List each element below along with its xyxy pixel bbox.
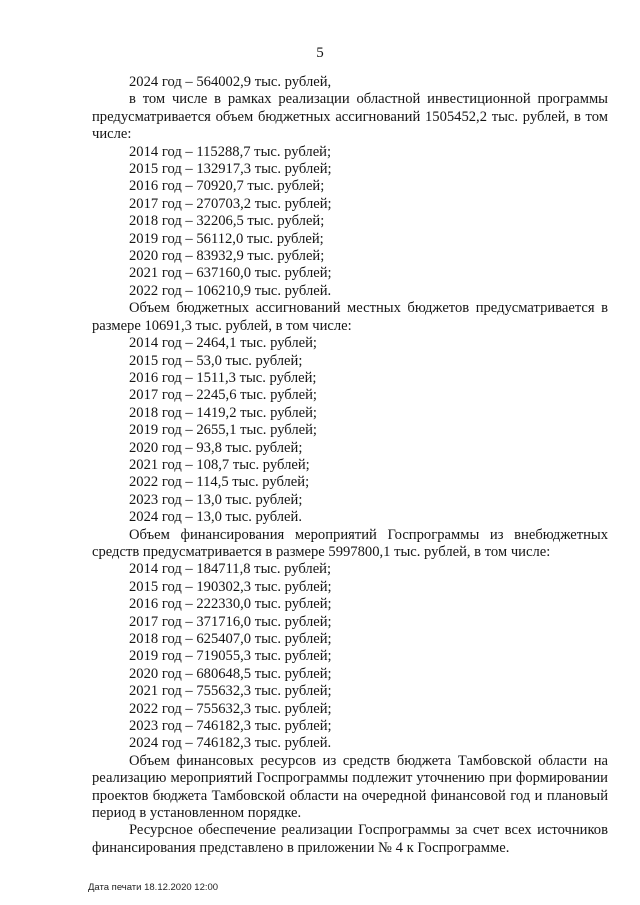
list-item: 2014 год – 184711,8 тыс. рублей; [129, 561, 332, 578]
list-item: 2018 год – 1419,2 тыс. рублей; [129, 404, 317, 421]
list-item: 2021 год – 637160,0 тыс. рублей; [129, 265, 332, 282]
list-item: 2014 год – 115288,7 тыс. рублей; [129, 143, 332, 160]
list-item: 2017 год – 270703,2 тыс. рублей; [129, 195, 332, 212]
list-item: 2014 год – 2464,1 тыс. рублей; [129, 335, 317, 352]
print-date: Дата печати 18.12.2020 12:00 [88, 882, 219, 893]
list-item: 2017 год – 2245,6 тыс. рублей; [129, 387, 317, 404]
list-item: 2022 год – 106210,9 тыс. рублей. [129, 282, 332, 299]
list-item: 2015 год – 53,0 тыс. рублей; [129, 352, 303, 369]
list-item: 2019 год – 2655,1 тыс. рублей; [129, 422, 317, 439]
list-item: 2015 год – 190302,3 тыс. рублей; [129, 578, 332, 595]
list-item: 2022 год – 755632,3 тыс. рублей; [129, 700, 332, 717]
list-item: 2022 год – 114,5 тыс. рублей; [129, 474, 310, 491]
list-item: 2018 год – 625407,0 тыс. рублей; [129, 631, 332, 647]
paragraph-resource-provision: Ресурсное обеспечение реализации Госпрограммы за счет всех источников финансирования представлено в приложении № 4 к Госпрограмме. [92, 822, 608, 856]
list-item: 2016 год – 222330,0 тыс. рублей; [129, 596, 332, 613]
page-number: 5 [316, 45, 324, 61]
list-item: 2016 год – 70920,7 тыс. рублей; [129, 178, 325, 195]
list-item: 2023 год – 13,0 тыс. рублей; [129, 491, 303, 508]
local-years-list [92, 335, 608, 526]
list-item: 2015 год – 132917,3 тыс. рублей; [129, 161, 332, 178]
document-body [92, 74, 608, 857]
paragraph-clarification: Объем финансовых ресурсов из средств бюджета Тамбовской области на реализацию мероприятий Госпрограммы подлежит уточнению при формировании проектов бюджета Тамбовской области на очередной финансовой год и плановый период в установленном порядке. [92, 752, 608, 822]
extrabudget-years-list [92, 561, 608, 752]
list-item: 2023 год – 746182,3 тыс. рублей; [129, 718, 332, 735]
paragraph-extrabudgetary: Объем финансирования мероприятий Госпрограммы из внебюджетных средств предусматривается в размере 5997800,1 тыс. рублей, в том числе: [92, 526, 608, 560]
list-item: 2019 год – 56112,0 тыс. рублей; [129, 230, 324, 247]
intro-line: 2024 год – 564002,9 тыс. рублей, [129, 74, 332, 90]
list-item: 2021 год – 755632,3 тыс. рублей; [129, 683, 332, 700]
list-item: 2024 год – 746182,3 тыс. рублей. [129, 735, 332, 752]
list-item: 2021 год – 108,7 тыс. рублей; [129, 456, 310, 473]
list-item: 2018 год – 32206,5 тыс. рублей; [129, 213, 325, 230]
list-item: 2020 год – 83932,9 тыс. рублей; [129, 248, 325, 265]
list-item: 2017 год – 371716,0 тыс. рублей; [129, 613, 332, 630]
paragraph-local-budgets: Объем бюджетных ассигнований местных бюджетов предусматривается в размере 10691,3 тыс. рублей, в том числе: [92, 300, 608, 334]
list-item: 2024 год – 13,0 тыс. рублей. [129, 509, 302, 526]
list-item: 2020 год – 680648,5 тыс. рублей; [129, 665, 332, 682]
list-item: 2020 год – 93,8 тыс. рублей; [129, 439, 303, 456]
list-item: 2019 год – 719055,3 тыс. рублей; [129, 648, 332, 665]
paragraph-investment-program: в том числе в рамках реализации областной инвестиционной программы предусматривается объем бюджетных ассигнований 1505452,2 тыс. рублей, в том числе: [92, 91, 608, 143]
investment-years-list [92, 144, 608, 301]
list-item: 2016 год – 1511,3 тыс. рублей; [129, 369, 317, 386]
